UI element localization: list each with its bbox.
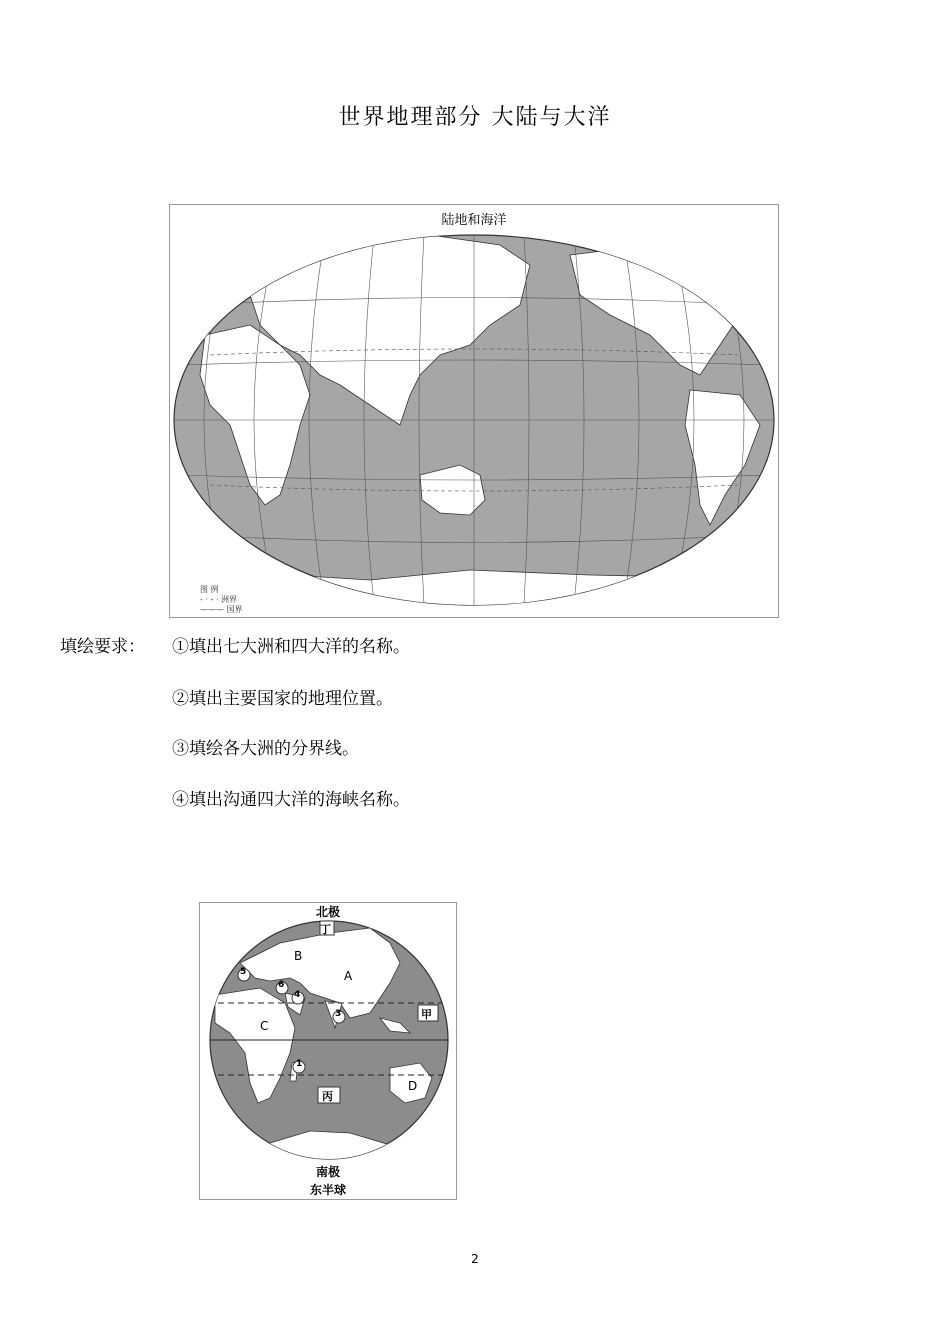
label-num-6: 6 xyxy=(278,980,285,990)
world-map-graphic xyxy=(170,205,778,617)
label-num-1: 1 xyxy=(296,1059,303,1069)
world-map xyxy=(169,204,779,618)
world-map-title: 陆地和海洋 xyxy=(441,213,507,228)
world-map-legend xyxy=(200,585,243,615)
requirement-item: ③填绘各大洲的分界线。 xyxy=(172,739,359,759)
legend-item-continent-border: - · - · 洲界 xyxy=(200,595,238,604)
label-D: D xyxy=(408,1079,418,1093)
north-pole-label: 北极 xyxy=(316,905,341,919)
requirement-item: ②填出主要国家的地理位置。 xyxy=(172,689,393,709)
label-bing: 丙 xyxy=(322,1090,333,1103)
eastern-hemisphere-map xyxy=(199,902,457,1200)
eastern-hemisphere-caption: 东半球 xyxy=(310,1183,347,1197)
south-pole-label: 南极 xyxy=(316,1165,341,1179)
requirement-item: ①填出七大洲和四大洋的名称。 xyxy=(172,637,410,657)
label-A: A xyxy=(344,969,353,983)
label-B: B xyxy=(294,949,303,963)
label-jia: 甲 xyxy=(421,1008,432,1021)
antarctica-landmass xyxy=(180,570,770,617)
label-num-5: 5 xyxy=(240,967,247,977)
label-C: C xyxy=(260,1019,269,1033)
legend-item-national-border: ——— 国界 xyxy=(200,605,243,614)
label-num-4: 4 xyxy=(294,990,301,1000)
greenland-landmass xyxy=(745,230,775,265)
label-num-3: 3 xyxy=(335,1009,342,1019)
page-title: 世界地理部分 大陆与大洋 xyxy=(338,105,612,130)
hemisphere-graphic xyxy=(200,903,456,1199)
requirements-label: 填绘要求： xyxy=(60,637,145,657)
label-ding: 丁 xyxy=(320,923,331,936)
requirement-item: ④填出沟通四大洋的海峡名称。 xyxy=(172,790,410,810)
page-number: 2 xyxy=(471,1252,479,1266)
legend-heading: 图 例 xyxy=(200,585,219,594)
